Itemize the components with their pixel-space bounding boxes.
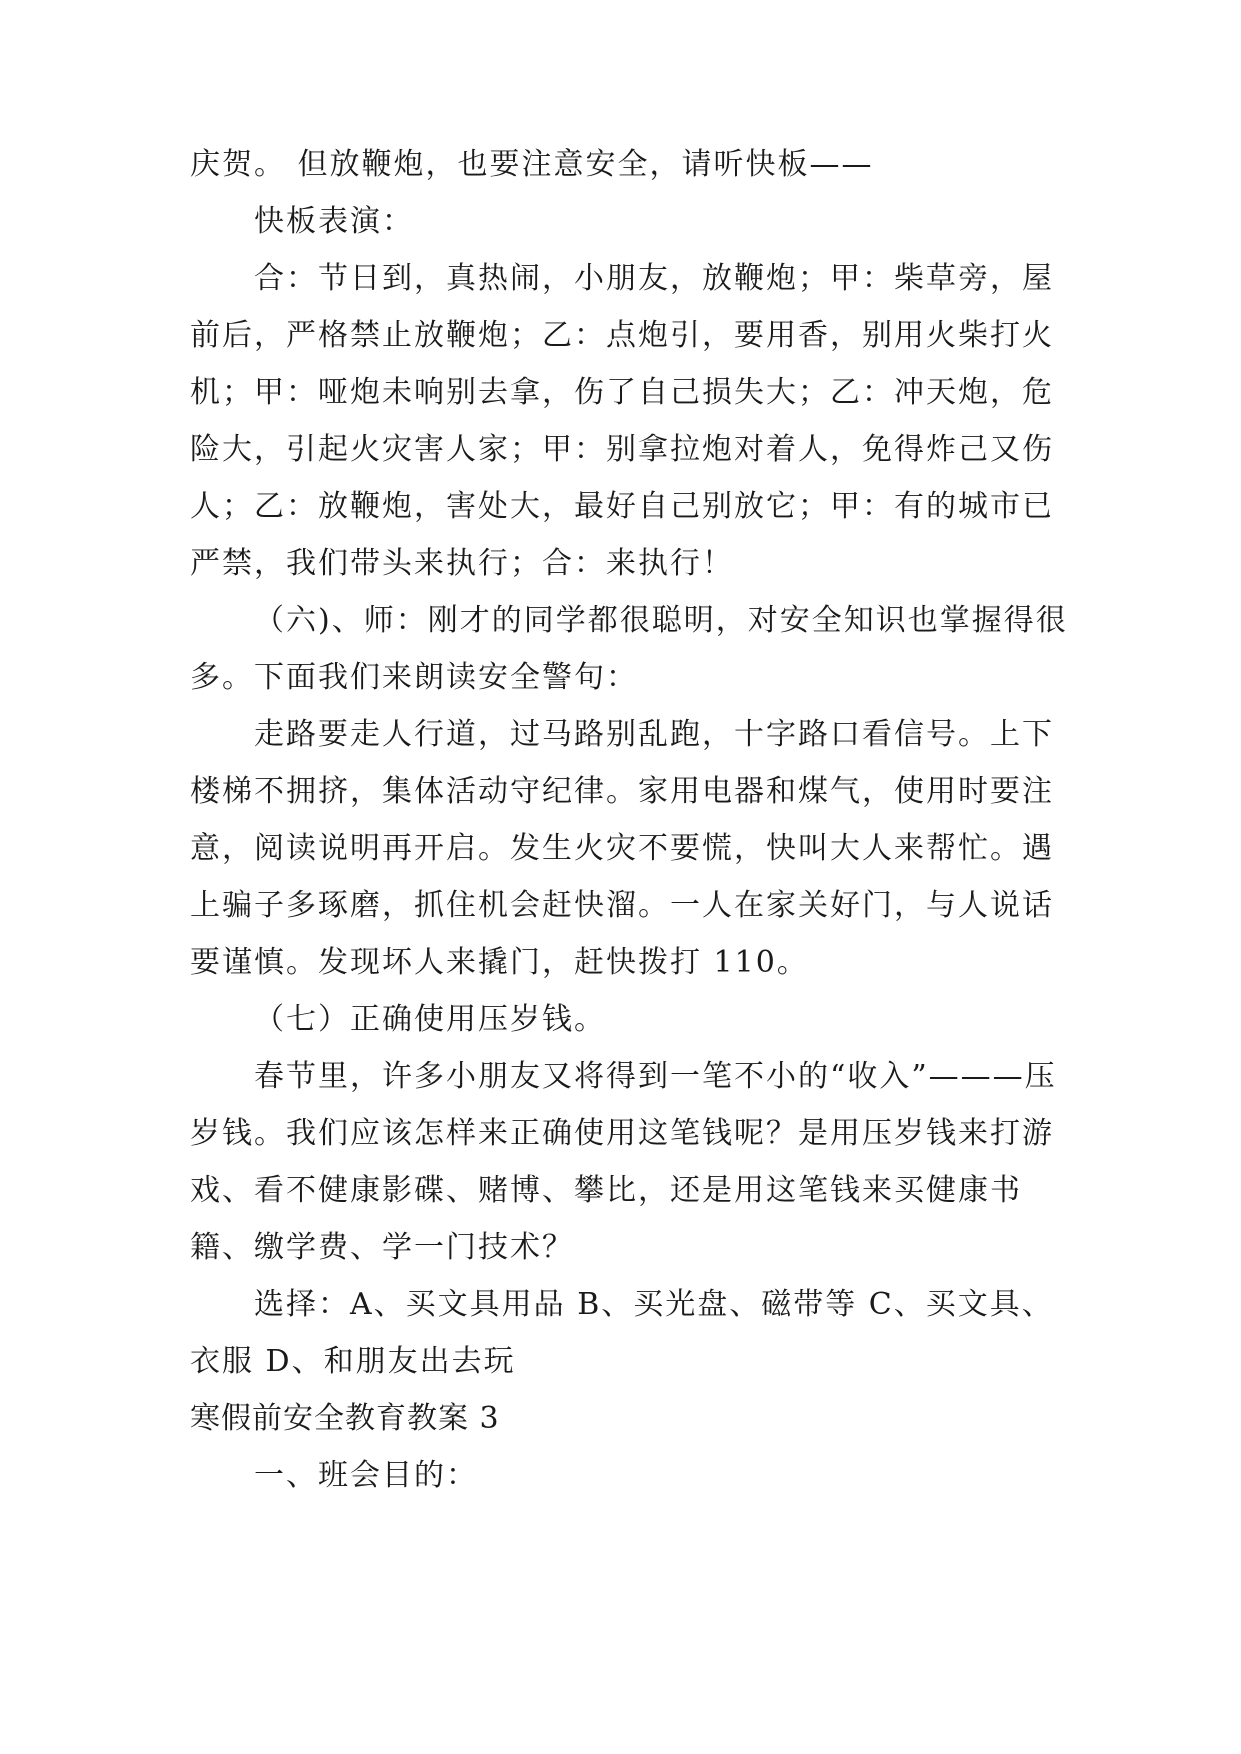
paragraph-choices: 选择：A、买文具用品 B、买光盘、磁带等 C、买文具、衣服 D、和朋友出去玩 xyxy=(190,1287,1054,1379)
paragraph-safety-slogans: 走路要走人行道，过马路别乱跑，十字路口看信号。上下楼梯不拥挤，集体活动守纪律。家用电器和煤气，使用时要注意，阅读说明再开启。发生火灾不要慌，快叫大人来帮忙。遇上骗子多琢磨，抓住机会赶快溜。一人在家关好门，与人说话要谨慎。发现坏人来撬门，赶快拨打 110。 xyxy=(190,717,1054,980)
paragraph-kuaiban-title: 快板表演： xyxy=(254,204,414,239)
paragraph-teacher-remark: （六)、师：刚才的同学都很聪明，对安全知识也掌握得很多。下面我们来朗读安全警句： xyxy=(190,603,1068,695)
paragraph-meeting-purpose: 一、班会目的： xyxy=(254,1458,478,1493)
section-title: 寒假前安全教育教案 3 xyxy=(190,1401,500,1436)
paragraph-section-seven-heading: （七）正确使用压岁钱。 xyxy=(254,1002,606,1037)
paragraph-continuation: 庆贺。 但放鞭炮，也要注意安全，请听快板—— xyxy=(190,147,874,182)
paragraph-lucky-money: 春节里，许多小朋友又将得到一笔不小的“收入”———压岁钱。我们应该怎样来正确使用这笔钱呢？是用压岁钱来打游戏、看不健康影碟、赌博、攀比，还是用这笔钱来买健康书籍、缴学费、学一门技术？ xyxy=(190,1059,1057,1265)
paragraph-kuaiban-lyrics: 合：节日到，真热闹，小朋友，放鞭炮；甲：柴草旁，屋前后，严格禁止放鞭炮；乙：点炮引，要用香，别用火柴打火机；甲：哑炮未响别去拿，伤了自己损失大；乙：冲天炮，危险大，引起火灾害人家；甲：别拿拉炮对着人，免得炸己又伤人；乙：放鞭炮，害处大，最好自己别放它；甲：有的城市已严禁，我们带头来执行；合：来执行！ xyxy=(190,261,1054,581)
